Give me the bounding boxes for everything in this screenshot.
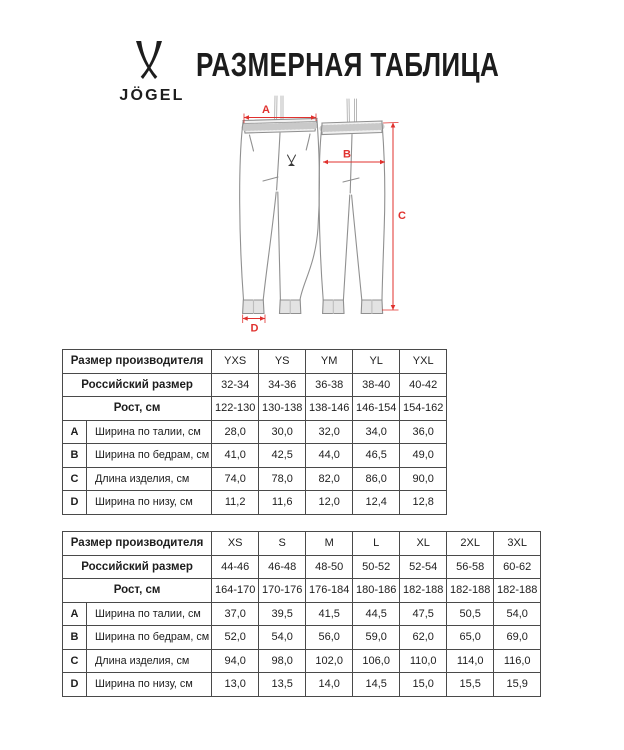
size-cell: M: [306, 532, 353, 556]
size-cell: XS: [212, 532, 259, 556]
dimension-letter-cell: B: [63, 626, 87, 650]
dimension-c-label: C: [398, 210, 406, 222]
pocket-left: [250, 135, 254, 151]
row-header-label: Рост, см: [63, 579, 212, 603]
measure-value-cell: 114,0: [447, 649, 494, 673]
size-cell: 3XL: [494, 532, 541, 556]
size-cell: 182-188: [447, 579, 494, 603]
size-cell: 170-176: [259, 579, 306, 603]
size-cell: 38-40: [353, 373, 400, 397]
size-cell: 154-162: [400, 397, 447, 421]
table-measure-row: [63, 467, 447, 491]
dimension-letter-cell: B: [63, 444, 87, 468]
adult-size-table: [62, 531, 541, 697]
measure-value-cell: 78,0: [259, 467, 306, 491]
size-cell: 56-58: [447, 555, 494, 579]
measure-name-cell: Ширина по бедрам, см: [87, 626, 212, 650]
measure-value-cell: 82,0: [306, 467, 353, 491]
size-cell: 180-186: [353, 579, 400, 603]
dimension-c: [382, 123, 406, 311]
table-measure-row: [63, 491, 447, 515]
size-cell: S: [259, 532, 306, 556]
measure-value-cell: 65,0: [447, 626, 494, 650]
back-inner-right: [352, 195, 362, 300]
table-header-row: [63, 373, 447, 397]
dimension-d: [243, 315, 265, 335]
measure-value-cell: 34,0: [353, 420, 400, 444]
measure-value-cell: 37,0: [212, 602, 259, 626]
measure-value-cell: 15,0: [400, 673, 447, 697]
table-measure-row: [63, 626, 541, 650]
size-cell: 2XL: [447, 532, 494, 556]
dimension-letter-cell: D: [63, 673, 87, 697]
table-measure-row: [63, 602, 541, 626]
measure-value-cell: 52,0: [212, 626, 259, 650]
measure-value-cell: 14,5: [353, 673, 400, 697]
size-cell: 52-54: [400, 555, 447, 579]
measure-value-cell: 44,0: [306, 444, 353, 468]
measure-value-cell: 39,5: [259, 602, 306, 626]
dimension-letter-cell: C: [63, 649, 87, 673]
measure-value-cell: 11,6: [259, 491, 306, 515]
jogel-mini-logo-icon: [288, 155, 296, 166]
measure-value-cell: 50,5: [447, 602, 494, 626]
size-cell: YM: [306, 350, 353, 374]
row-header-label: Размер производителя: [63, 350, 212, 374]
dimension-letter-cell: D: [63, 491, 87, 515]
back-inner-left: [343, 195, 349, 300]
measure-value-cell: 116,0: [494, 649, 541, 673]
front-seam-dash: [263, 177, 278, 181]
size-cell: 176-184: [306, 579, 353, 603]
measure-value-cell: 54,0: [494, 602, 541, 626]
table-measure-row: [63, 673, 541, 697]
size-cell: 36-38: [306, 373, 353, 397]
row-header-label: Российский размер: [63, 373, 212, 397]
table-measure-row: [63, 420, 447, 444]
front-inner-left: [263, 192, 276, 300]
table-header-row: [63, 350, 447, 374]
size-cell: 46-48: [259, 555, 306, 579]
size-cell: 122-130: [212, 397, 259, 421]
front-right-leg: [300, 120, 319, 300]
measure-value-cell: 56,0: [306, 626, 353, 650]
table-header-row: [63, 579, 541, 603]
measure-value-cell: 102,0: [306, 649, 353, 673]
measure-name-cell: Ширина по талии, см: [87, 602, 212, 626]
measure-value-cell: 12,4: [353, 491, 400, 515]
row-header-label: Размер производителя: [63, 532, 212, 556]
measure-value-cell: 41,5: [306, 602, 353, 626]
measure-value-cell: 90,0: [400, 467, 447, 491]
dimension-b-label: B: [343, 148, 351, 161]
dimension-letter-cell: C: [63, 467, 87, 491]
measure-name-cell: Длина изделия, см: [87, 649, 212, 673]
measure-value-cell: 98,0: [259, 649, 306, 673]
measure-value-cell: 36,0: [400, 420, 447, 444]
front-inner-right: [278, 192, 281, 300]
measure-value-cell: 28,0: [212, 420, 259, 444]
measure-value-cell: 54,0: [259, 626, 306, 650]
measure-value-cell: 106,0: [353, 649, 400, 673]
measure-value-cell: 69,0: [494, 626, 541, 650]
measure-value-cell: 74,0: [212, 467, 259, 491]
table-header-row: [63, 397, 447, 421]
pants-diagram: [200, 93, 440, 343]
dimension-d-label: D: [250, 322, 259, 335]
table-measure-row: [63, 649, 541, 673]
measure-value-cell: 49,0: [400, 444, 447, 468]
back-left-leg: [319, 125, 323, 300]
size-cell: YXL: [400, 350, 447, 374]
dimension-b: [323, 149, 385, 165]
row-header-label: Рост, см: [63, 397, 212, 421]
youth-size-table: [62, 349, 447, 515]
measure-value-cell: 59,0: [353, 626, 400, 650]
dimension-letter-cell: A: [63, 420, 87, 444]
size-cell: YS: [259, 350, 306, 374]
size-cell: YL: [353, 350, 400, 374]
measure-name-cell: Ширина по талии, см: [87, 420, 212, 444]
size-cell: 146-154: [353, 397, 400, 421]
measure-name-cell: Ширина по бедрам, см: [87, 444, 212, 468]
measure-value-cell: 15,9: [494, 673, 541, 697]
measure-value-cell: 13,0: [212, 673, 259, 697]
measure-value-cell: 86,0: [353, 467, 400, 491]
measure-name-cell: Ширина по низу, см: [87, 673, 212, 697]
table-measure-row: [63, 444, 447, 468]
measure-value-cell: 94,0: [212, 649, 259, 673]
measure-value-cell: 47,5: [400, 602, 447, 626]
front-left-leg: [240, 122, 244, 300]
back-center-seam: [350, 135, 352, 194]
measure-value-cell: 46,5: [353, 444, 400, 468]
size-cell: 138-146: [306, 397, 353, 421]
size-diagram-svg: [200, 93, 440, 343]
front-fly-seam: [277, 133, 280, 190]
measure-value-cell: 62,0: [400, 626, 447, 650]
size-cell: 164-170: [212, 579, 259, 603]
brand-wordmark: JÖGEL: [119, 87, 185, 104]
size-cell: 50-52: [353, 555, 400, 579]
measure-value-cell: 13,5: [259, 673, 306, 697]
pocket-right: [306, 134, 310, 150]
size-cell: 182-188: [400, 579, 447, 603]
size-cell: YXS: [212, 350, 259, 374]
size-cell: 48-50: [306, 555, 353, 579]
pants-back-view: [319, 99, 385, 314]
measure-value-cell: 14,0: [306, 673, 353, 697]
size-cell: 130-138: [259, 397, 306, 421]
measure-value-cell: 44,5: [353, 602, 400, 626]
size-cell: 34-36: [259, 373, 306, 397]
row-header-label: Российский размер: [63, 555, 212, 579]
measure-value-cell: 12,0: [306, 491, 353, 515]
size-cell: 32-34: [212, 373, 259, 397]
measure-value-cell: 110,0: [400, 649, 447, 673]
page-title: РАЗМЕРНАЯ ТАБЛИЦА: [196, 46, 500, 83]
measure-value-cell: 15,5: [447, 673, 494, 697]
pants-front-view: [240, 96, 320, 314]
table-header-row: [63, 555, 541, 579]
measure-value-cell: 41,0: [212, 444, 259, 468]
size-cell: XL: [400, 532, 447, 556]
size-cell: 182-188: [494, 579, 541, 603]
measure-value-cell: 42,5: [259, 444, 306, 468]
size-cell: L: [353, 532, 400, 556]
measure-value-cell: 32,0: [306, 420, 353, 444]
measure-value-cell: 12,8: [400, 491, 447, 515]
size-cell: 60-62: [494, 555, 541, 579]
size-cell: 44-46: [212, 555, 259, 579]
dimension-a-label: A: [262, 104, 270, 116]
measure-value-cell: 11,2: [212, 491, 259, 515]
size-cell: 40-42: [400, 373, 447, 397]
back-right-leg: [382, 123, 385, 301]
table-header-row: [63, 532, 541, 556]
measure-name-cell: Длина изделия, см: [87, 467, 212, 491]
dimension-letter-cell: A: [63, 602, 87, 626]
jogel-bird-icon: [135, 41, 163, 83]
measure-value-cell: 30,0: [259, 420, 306, 444]
measure-name-cell: Ширина по низу, см: [87, 491, 212, 515]
